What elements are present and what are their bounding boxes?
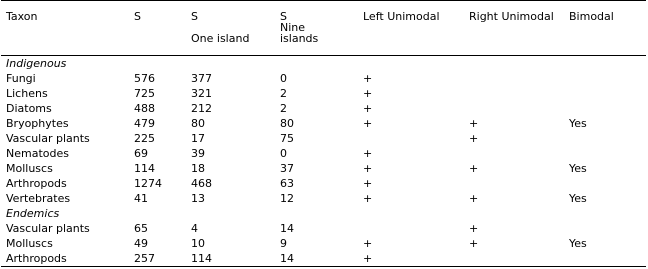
cell-s-nine-islands: 80: [280, 117, 294, 130]
cell-s-nine-islands: 0: [280, 72, 287, 85]
cell-s: 41: [134, 192, 148, 205]
cell-bimodal: [564, 176, 646, 191]
cell-bimodal: [564, 71, 646, 86]
header-s-nine-islands-line1: S: [280, 10, 287, 23]
cell-bimodal: Yes: [569, 237, 587, 250]
cell-s-nine-islands: 75: [280, 132, 294, 145]
table-row: [1, 221, 646, 236]
cell-s-one-island: 39: [191, 147, 205, 160]
cell-s-one-island: 114: [186, 251, 275, 267]
cell-right-unimodal: +: [469, 192, 479, 205]
cell-bimodal: [564, 251, 646, 267]
cell-right-unimodal: [464, 176, 564, 191]
cell-left-unimodal: +: [363, 237, 373, 250]
table-row: [1, 131, 646, 146]
cell-s-nine-islands: 9: [280, 237, 287, 250]
cell-s-one-island: 468: [191, 177, 212, 190]
cell-left-unimodal: [358, 221, 464, 236]
cell-bimodal: [564, 131, 646, 146]
cell-right-unimodal: +: [469, 237, 479, 250]
cell-s-nine-islands: 12: [280, 192, 294, 205]
cell-s-one-island: 80: [191, 117, 205, 130]
table-row: [1, 86, 646, 101]
cell-right-unimodal: +: [469, 117, 479, 130]
cell-taxon: Arthropods: [1, 251, 129, 267]
cell-s-one-island: 377: [191, 72, 212, 85]
cell-s-nine-islands: 63: [280, 177, 294, 190]
cell-taxon: Arthropods: [6, 177, 67, 190]
cell-left-unimodal: +: [363, 177, 373, 190]
cell-s: 576: [134, 72, 155, 85]
section-row: [1, 56, 646, 72]
cell-left-unimodal: +: [363, 147, 373, 160]
cell-s: 257: [129, 251, 186, 267]
cell-left-unimodal: +: [363, 162, 373, 175]
cell-s-nine-islands: 2: [280, 87, 287, 100]
table-row: [1, 161, 646, 176]
cell-right-unimodal: [464, 71, 564, 86]
cell-taxon: Vascular plants: [6, 222, 90, 235]
cell-s: 479: [134, 117, 155, 130]
cell-s-nine-islands: 14: [280, 222, 294, 235]
table-row: [1, 101, 646, 116]
cell-left-unimodal: +: [363, 102, 373, 115]
cell-s-one-island: 4: [191, 222, 198, 235]
section-row: [1, 206, 646, 221]
cell-taxon: Vertebrates: [6, 192, 71, 205]
cell-s: 65: [134, 222, 148, 235]
cell-right-unimodal: [464, 251, 564, 267]
cell-taxon: Molluscs: [6, 162, 53, 175]
section-title: Indigenous: [6, 57, 67, 70]
cell-right-unimodal: +: [469, 162, 479, 175]
cell-bimodal: Yes: [569, 117, 587, 130]
cell-s: 225: [134, 132, 155, 145]
cell-taxon: Nematodes: [6, 147, 69, 160]
cell-taxon: Molluscs: [6, 237, 53, 250]
header-s-one-island-line2: One island: [191, 32, 250, 45]
cell-s: 69: [134, 147, 148, 160]
cell-taxon: Fungi: [6, 72, 36, 85]
header-left-unimodal: Left Unimodal: [358, 1, 464, 56]
table-row: [1, 191, 646, 206]
cell-s: 114: [134, 162, 155, 175]
cell-s-nine-islands: 0: [280, 147, 287, 160]
cell-s-nine-islands: 14: [275, 251, 358, 267]
cell-right-unimodal: +: [469, 132, 479, 145]
cell-bimodal: Yes: [569, 192, 587, 205]
header-s-one-island-line1: S: [191, 10, 198, 23]
cell-left-unimodal: +: [358, 251, 464, 267]
cell-bimodal: [564, 86, 646, 101]
cell-s-one-island: 212: [191, 102, 212, 115]
table-body: [1, 56, 646, 267]
cell-s: 725: [134, 87, 155, 100]
header-bimodal: Bimodal: [564, 1, 646, 56]
table-row: [1, 116, 646, 131]
species-table: [1, 0, 646, 267]
cell-s: 488: [134, 102, 155, 115]
cell-s: 49: [134, 237, 148, 250]
cell-right-unimodal: +: [469, 222, 479, 235]
cell-taxon: Lichens: [6, 87, 48, 100]
cell-s: 1274: [134, 177, 162, 190]
cell-s-one-island: 10: [191, 237, 205, 250]
header-s-one-island: [186, 1, 275, 56]
cell-left-unimodal: +: [363, 72, 373, 85]
section-title: Endemics: [6, 207, 60, 220]
cell-right-unimodal: [464, 146, 564, 161]
table-row: [1, 251, 646, 267]
cell-right-unimodal: [464, 86, 564, 101]
header-s-nine-islands-line2: Nine: [280, 21, 306, 34]
header-taxon: Taxon: [1, 1, 129, 56]
cell-bimodal: [564, 146, 646, 161]
cell-s-one-island: 17: [191, 132, 205, 145]
cell-bimodal: [564, 221, 646, 236]
cell-s-nine-islands: 2: [280, 102, 287, 115]
cell-bimodal: Yes: [569, 162, 587, 175]
table-row: [1, 71, 646, 86]
cell-s-nine-islands: 37: [280, 162, 294, 175]
header-row: [1, 1, 646, 56]
cell-left-unimodal: +: [363, 87, 373, 100]
cell-taxon: Diatoms: [6, 102, 52, 115]
cell-bimodal: [564, 101, 646, 116]
table-row: [1, 146, 646, 161]
cell-left-unimodal: +: [363, 117, 373, 130]
cell-taxon: Bryophytes: [6, 117, 69, 130]
cell-s-one-island: 321: [191, 87, 212, 100]
cell-left-unimodal: [358, 131, 464, 146]
header-s-nine-islands: [275, 1, 358, 56]
cell-taxon: Vascular plants: [6, 132, 90, 145]
table-row: [1, 236, 646, 251]
cell-left-unimodal: +: [363, 192, 373, 205]
header-s: S: [129, 1, 186, 56]
cell-right-unimodal: [464, 101, 564, 116]
header-right-unimodal: Right Unimodal: [464, 1, 564, 56]
cell-s-one-island: 18: [191, 162, 205, 175]
header-s-nine-islands-line3: islands: [280, 32, 319, 45]
cell-s-one-island: 13: [191, 192, 205, 205]
table-row: [1, 176, 646, 191]
